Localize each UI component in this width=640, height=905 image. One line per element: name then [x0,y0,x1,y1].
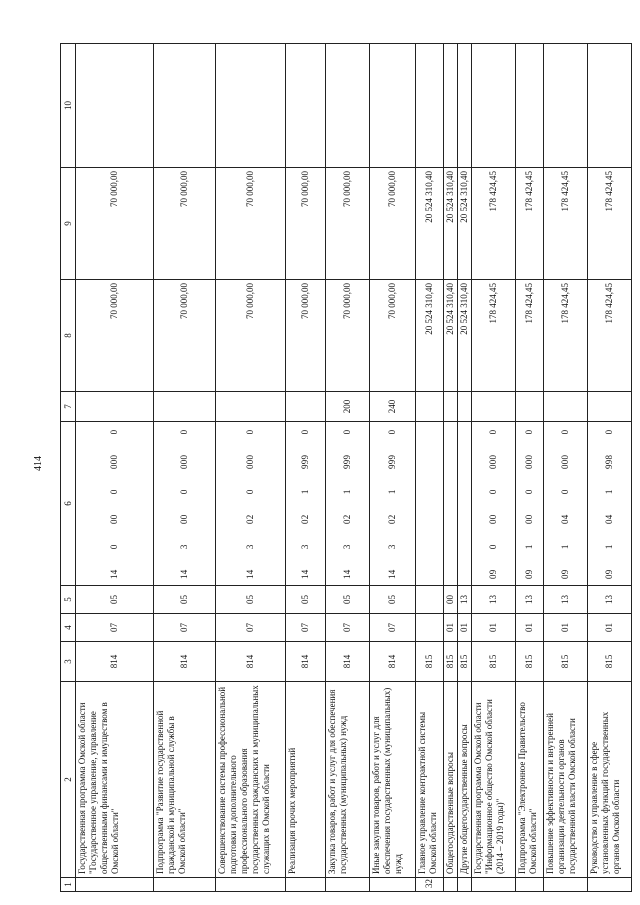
description-cell: Государственная программа Омской области "Информационное общество Омской области (2014 – 2019 годы)" [472,682,516,878]
expense-type-cell [458,392,472,422]
section-code-cell: 01 [472,614,516,642]
target-article-cell [286,422,326,586]
target-article-part: 0 [604,429,614,435]
amount-cell: 20 524 310,40 [444,168,458,280]
amount-cell: 70 000,00 [154,168,216,280]
row-number-cell [76,878,154,892]
table-row [544,44,588,892]
header-cell: 2 [61,682,76,878]
amount-cell: 70 000,00 [286,280,326,392]
target-article-part: 0 [109,544,119,550]
row-number-cell [516,878,544,892]
amount-cell [458,44,472,168]
target-article-part: 0 [488,429,498,435]
description-cell: Руководство и управление в сфере установленных функций государственных органов Омской области [588,682,632,878]
target-article-cell [76,422,154,586]
table-row [326,44,370,892]
target-article-part: 09 [524,569,534,579]
subsection-code-cell: 05 [154,586,216,614]
amount-cell: 178 424,45 [544,168,588,280]
target-article-cell [544,422,588,586]
amount-cell [370,44,416,168]
target-article-part: 3 [300,544,310,550]
ministry-code-cell: 815 [544,642,588,682]
target-article-cell [416,422,444,586]
target-article-part: 000 [179,454,189,469]
description-cell: Закупка товаров, работ и услуг для обеспечения государственных (муниципальных) нужд [326,682,370,878]
ministry-code-cell: 814 [370,642,416,682]
target-article-part: 09 [488,569,498,579]
subsection-code-cell: 05 [286,586,326,614]
description-cell: Иные закупки товаров, работ и услуг для обеспечения государственных (муниципальных) нужд [370,682,416,878]
target-article-part: 14 [387,569,397,579]
description-cell: Подпрограмма "Развитие государственной гражданской и муниципальной службы в Омской области" [154,682,216,878]
amount-cell: 178 424,45 [544,280,588,392]
amount-cell: 70 000,00 [76,168,154,280]
target-article-part: 14 [300,569,310,579]
subsection-code-cell: 13 [516,586,544,614]
target-article-part: 3 [387,544,397,550]
target-article-part: 0 [560,429,570,435]
target-article-part: 0 [179,429,189,435]
section-code-cell: 01 [588,614,632,642]
target-article-part: 0 [342,429,352,435]
target-article-cell [444,422,458,586]
subsection-code-cell: 05 [216,586,286,614]
target-article-cell [516,422,544,586]
amount-cell: 178 424,45 [472,280,516,392]
amount-cell [516,44,544,168]
target-article-code [488,422,499,585]
table-row [472,44,516,892]
target-article-part: 999 [342,454,352,469]
target-article-part: 1 [300,489,310,495]
target-article-code [300,422,311,585]
target-article-code [387,422,398,585]
subsection-code-cell: 13 [544,586,588,614]
ministry-code-cell: 814 [154,642,216,682]
expense-type-cell: 200 [326,392,370,422]
target-article-part: 09 [560,569,570,579]
table-row [588,44,632,892]
amount-cell [216,44,286,168]
target-article-part: 0 [109,429,119,435]
target-article-part: 00 [109,514,119,524]
expense-type-cell [416,392,444,422]
target-article-part: 0 [524,489,534,495]
amount-cell: 20 524 310,40 [458,280,472,392]
expense-type-cell [286,392,326,422]
expense-type-cell [444,392,458,422]
amount-cell: 70 000,00 [326,168,370,280]
subsection-code-cell: 05 [370,586,416,614]
header-cell: 9 [61,168,76,280]
target-article-part: 00 [179,514,189,524]
target-article-part: 1 [604,489,614,495]
ministry-code-cell: 815 [444,642,458,682]
section-code-cell: 01 [444,614,458,642]
description-cell: Реализация прочих мероприятий [286,682,326,878]
target-article-part: 000 [560,454,570,469]
expense-type-cell [516,392,544,422]
target-article-part: 000 [109,454,119,469]
header-cell: 7 [61,392,76,422]
target-article-cell [588,422,632,586]
rotated-table-page [60,44,621,892]
target-article-code [560,422,571,585]
subsection-code-cell: 13 [588,586,632,614]
target-article-code [179,422,190,585]
target-article-part: 000 [524,454,534,469]
ministry-code-cell: 815 [458,642,472,682]
description-cell: Общегосударственные вопросы [444,682,458,878]
row-number-cell [458,878,472,892]
target-article-cell [154,422,216,586]
section-code-cell: 07 [216,614,286,642]
amount-cell: 70 000,00 [370,168,416,280]
target-article-code [604,422,615,585]
target-article-part: 02 [387,514,397,524]
table-row [516,44,544,892]
subsection-code-cell: 13 [472,586,516,614]
target-article-cell [216,422,286,586]
amount-cell [416,44,444,168]
ministry-code-cell: 814 [286,642,326,682]
target-article-part: 0 [488,489,498,495]
target-article-part: 000 [245,454,255,469]
ministry-code-cell: 815 [516,642,544,682]
section-code-cell: 07 [370,614,416,642]
amount-cell [326,44,370,168]
subsection-code-cell: 13 [458,586,472,614]
target-article-part: 00 [488,514,498,524]
amount-cell: 20 524 310,40 [416,168,444,280]
page-number: 414 [32,455,44,471]
target-article-part: 0 [109,489,119,495]
target-article-cell [458,422,472,586]
description-cell: Другие общегосударственные вопросы [458,682,472,878]
row-number-cell [472,878,516,892]
amount-cell: 70 000,00 [370,280,416,392]
subsection-code-cell [416,586,444,614]
expense-type-cell: 240 [370,392,416,422]
target-article-part: 3 [179,544,189,550]
target-article-part: 000 [488,454,498,469]
table-row [444,44,458,892]
table-row [76,44,154,892]
target-article-code [524,422,535,585]
expense-type-cell [76,392,154,422]
target-article-part: 998 [604,454,614,469]
amount-cell: 70 000,00 [154,280,216,392]
ministry-code-cell: 815 [472,642,516,682]
target-article-part: 0 [245,429,255,435]
table-row [458,44,472,892]
amount-cell: 20 524 310,40 [444,280,458,392]
row-number-cell [154,878,216,892]
row-number-cell [370,878,416,892]
ministry-code-cell: 814 [216,642,286,682]
amount-cell: 178 424,45 [516,280,544,392]
amount-cell: 178 424,45 [588,168,632,280]
target-article-part: 0 [524,429,534,435]
section-code-cell: 07 [154,614,216,642]
table-row [416,44,444,892]
description-cell: Подпрограмма "Электронное Правительство Омской области" [516,682,544,878]
row-number-cell [286,878,326,892]
expense-type-cell [154,392,216,422]
amount-cell: 178 424,45 [516,168,544,280]
target-article-cell [472,422,516,586]
expense-type-cell [472,392,516,422]
target-article-part: 0 [387,429,397,435]
header-cell: 10 [61,44,76,168]
target-article-part: 1 [604,544,614,550]
target-article-part: 02 [300,514,310,524]
table-row [286,44,326,892]
amount-cell: 178 424,45 [588,280,632,392]
row-number-cell [544,878,588,892]
target-article-part: 09 [604,569,614,579]
target-article-part: 1 [560,544,570,550]
section-code-cell: 01 [544,614,588,642]
expense-type-cell [216,392,286,422]
amount-cell [286,44,326,168]
header-cell: 8 [61,280,76,392]
target-article-part: 0 [179,489,189,495]
amount-cell: 20 524 310,40 [416,280,444,392]
table-row [370,44,416,892]
target-article-part: 0 [300,429,310,435]
header-cell: 1 [61,878,76,892]
amount-cell: 178 424,45 [472,168,516,280]
budget-table [60,43,632,892]
target-article-part: 3 [245,544,255,550]
target-article-part: 04 [604,514,614,524]
target-article-part: 1 [524,544,534,550]
header-cell: 6 [61,422,76,586]
target-article-part: 04 [560,514,570,524]
row-number-cell [216,878,286,892]
ministry-code-cell: 815 [588,642,632,682]
target-article-part: 02 [342,514,352,524]
section-code-cell: 01 [516,614,544,642]
section-code-cell: 07 [76,614,154,642]
subsection-code-cell: 05 [326,586,370,614]
section-code-cell: 07 [326,614,370,642]
amount-cell [444,44,458,168]
ministry-code-cell: 815 [416,642,444,682]
amount-cell [76,44,154,168]
row-number-cell: 32 [416,878,444,892]
amount-cell: 70 000,00 [216,168,286,280]
ministry-code-cell: 814 [76,642,154,682]
target-article-part: 0 [488,544,498,550]
target-article-part: 999 [300,454,310,469]
target-article-part: 999 [387,454,397,469]
subsection-code-cell: 05 [76,586,154,614]
amount-cell [588,44,632,168]
amount-cell: 20 524 310,40 [458,168,472,280]
header-row [61,44,76,892]
row-number-cell [444,878,458,892]
table-row [216,44,286,892]
target-article-code [245,422,256,585]
target-article-cell [370,422,416,586]
row-number-cell [326,878,370,892]
amount-cell [154,44,216,168]
header-cell: 3 [61,642,76,682]
target-article-part: 0 [245,489,255,495]
target-article-part: 14 [179,569,189,579]
target-article-part: 0 [560,489,570,495]
header-cell: 5 [61,586,76,614]
target-article-part: 02 [245,514,255,524]
description-cell: Совершенствование системы профессиональной подготовки и дополнительного профессионального образования государственных гражданских и муниципальных служащих в Омской области [216,682,286,878]
ministry-code-cell: 814 [326,642,370,682]
target-article-part: 3 [342,544,352,550]
amount-cell: 70 000,00 [216,280,286,392]
header-cell: 4 [61,614,76,642]
amount-cell [544,44,588,168]
amount-cell: 70 000,00 [326,280,370,392]
expense-type-cell [588,392,632,422]
target-article-part: 00 [524,514,534,524]
target-article-cell [326,422,370,586]
description-cell: Главное управление контрактной системы Омской области [416,682,444,878]
target-article-code [109,422,120,585]
target-article-part: 1 [342,489,352,495]
row-number-cell [588,878,632,892]
description-cell: Государственная программа Омской области "Государственное управление, управление общественными финансами и имуществом в Омской области" [76,682,154,878]
target-article-part: 14 [109,569,119,579]
table-row [154,44,216,892]
amount-cell: 70 000,00 [286,168,326,280]
document-canvas [60,44,621,892]
section-code-cell [416,614,444,642]
subsection-code-cell: 00 [444,586,458,614]
target-article-part: 14 [245,569,255,579]
description-cell: Повышение эффективности и внутренней организации деятельности органов государственной власти Омской области [544,682,588,878]
section-code-cell: 01 [458,614,472,642]
section-code-cell: 07 [286,614,326,642]
target-article-part: 1 [387,489,397,495]
expense-type-cell [544,392,588,422]
amount-cell: 70 000,00 [76,280,154,392]
target-article-code [342,422,353,585]
target-article-part: 14 [342,569,352,579]
amount-cell [472,44,516,168]
